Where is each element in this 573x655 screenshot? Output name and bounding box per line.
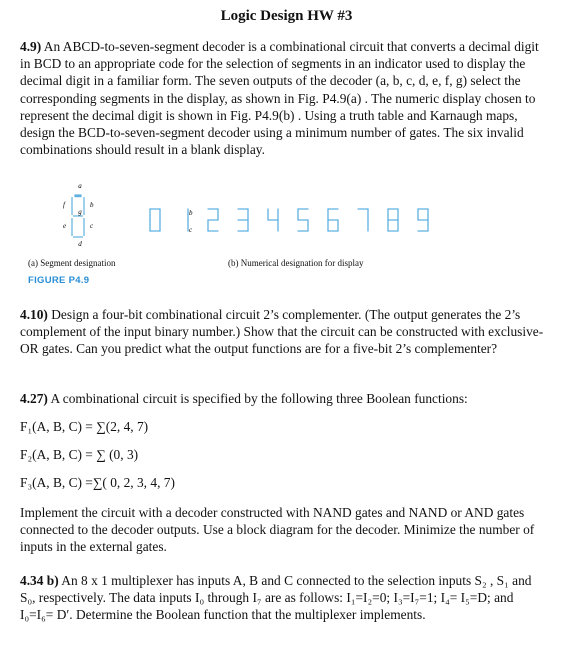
segment-label-c: c	[90, 222, 94, 230]
figure-p4-9	[50, 180, 490, 255]
digit-4	[268, 209, 278, 231]
digit-3	[238, 209, 248, 231]
digit-7	[358, 209, 368, 231]
digit-6	[328, 209, 338, 231]
caption-a: (a) Segment designation	[28, 258, 116, 268]
segment-designation-diagram	[72, 195, 84, 237]
digit-0	[150, 209, 160, 231]
figure-title: FIGURE P4.9	[28, 275, 90, 286]
problem-4-34b	[20, 572, 550, 624]
problem-4-27	[20, 390, 550, 407]
digit-5	[298, 209, 308, 231]
problem-4-10	[20, 306, 550, 358]
segment-label-d: d	[78, 240, 82, 248]
problem-4-9	[20, 38, 550, 158]
digit1-label-b: b	[189, 209, 193, 217]
problem-number: 4.9)	[20, 39, 42, 54]
segment-label-b: b	[90, 201, 94, 209]
segment-label-g: g	[78, 208, 82, 216]
problem-text: An 8 x 1 multiplexer has inputs A, B and C connected to the selection inputs S₂ , S₁ and S₀, respectively. The data inputs I₀ through I₇ are as follows: I₁=I₂=0; I₃=I₇=1; I₄= I₅=D; and I₀=I₆= D′. Determine the Boolean function that the multiplexer implements.	[20, 573, 532, 623]
segment-label-f: f	[63, 201, 65, 209]
digit-8	[388, 209, 398, 231]
function-f2: F₂(A, B, C) = ∑ (0, 3)	[20, 447, 139, 462]
problem-4-27-instructions: Implement the circuit with a decoder constructed with NAND gates and NAND or AND gates connected to the decoder outputs. Use a block diagram for the decoder. Minimize the number of inputs in the external gates.	[20, 505, 535, 555]
problem-number: 4.34 b)	[20, 573, 59, 588]
caption-b: (b) Numerical designation for display	[228, 258, 364, 268]
function-f1: F₁(A, B, C) = ∑(2, 4, 7)	[20, 419, 149, 434]
problem-text: An ABCD-to-seven-segment decoder is a combinational circuit that converts a decimal digit in BCD to an appropriate code for the selection of segments in an indicator used to display the decimal digit in a familiar form. The seven outputs of the decoder (a, b, c, d, e, f, g) select the corresponding segments in the display, as shown in Fig. P4.9(a) . The numeric display chosen to represent the decimal digit is shown in Fig. P4.9(b) . Using a truth table and Karnaugh maps, design the BCD-to-seven-segment decoder using a minimum number of gates. The six invalid combinations should result in a blank display.	[20, 39, 539, 158]
segment-label-e: e	[63, 222, 67, 230]
digit1-label-c: c	[189, 226, 193, 234]
digit-2	[208, 209, 218, 231]
problem-number: 4.10)	[20, 307, 48, 322]
problem-text: Design a four-bit combinational circuit 2’s complementer. (The output generates the 2’s complement of the input binary number.) Show that the circuit can be constructed with exclusive-OR gates. Can you predict what the output functions are for a five-bit 2’s complementer?	[20, 307, 544, 357]
digit-9	[418, 209, 428, 231]
problem-text: A combinational circuit is specified by the following three Boolean functions:	[47, 391, 468, 406]
segment-label-a: a	[78, 182, 82, 190]
page-title: Logic Design HW #3	[220, 8, 353, 24]
function-f3: F₃(A, B, C) =∑( 0, 2, 3, 4, 7)	[20, 475, 175, 490]
problem-number: 4.27)	[20, 391, 48, 406]
